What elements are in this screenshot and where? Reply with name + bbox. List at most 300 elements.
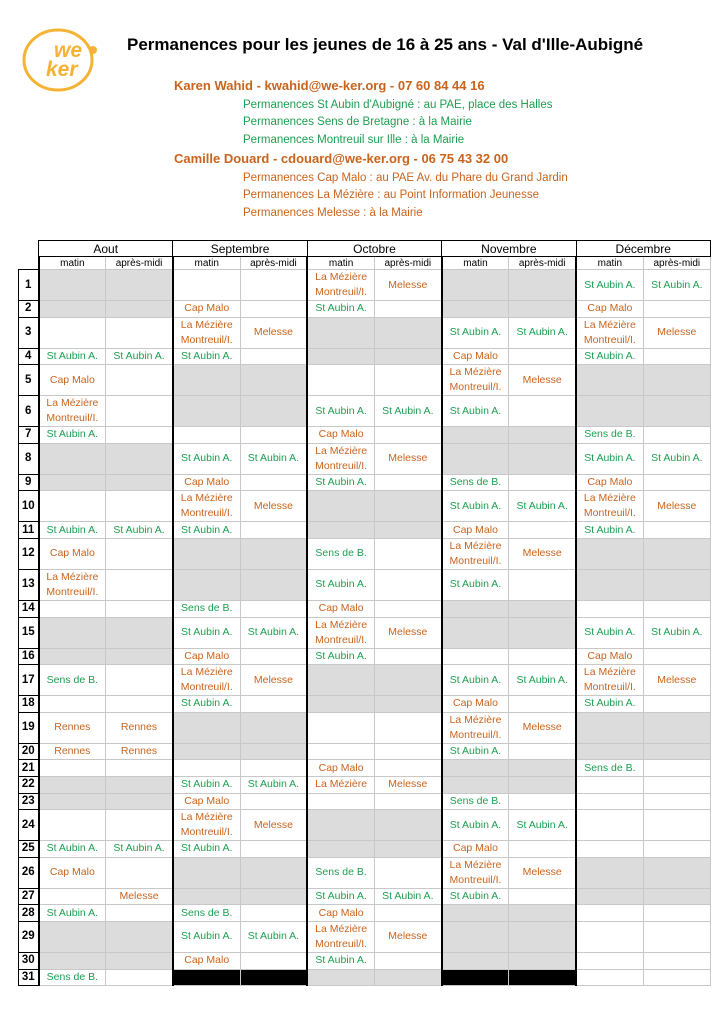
cell-apres-midi — [509, 522, 576, 539]
cell-apres-midi — [240, 348, 307, 365]
cell-apres-midi — [374, 793, 441, 810]
subheader-apres-midi: après-midi — [509, 257, 576, 270]
cell-apres-midi — [240, 743, 307, 760]
cell-matin: Cap Malo — [442, 696, 509, 713]
subheader-apres-midi: après-midi — [643, 257, 710, 270]
cell-apres-midi: Melesse — [240, 665, 307, 696]
cell-apres-midi — [643, 474, 710, 491]
cell-apres-midi — [106, 365, 173, 396]
cell-apres-midi — [643, 905, 710, 922]
page-title: Permanences pour les jeunes de 16 à 25 ans - Val d'Ille-Aubigné — [127, 35, 644, 54]
cell-matin — [576, 569, 643, 600]
cell-apres-midi — [374, 665, 441, 696]
cell-matin — [576, 888, 643, 905]
cell-matin: La Mézière Montreuil/I. — [173, 491, 240, 522]
cell-apres-midi — [240, 600, 307, 617]
cell-matin — [576, 793, 643, 810]
day-number: 27 — [19, 888, 39, 905]
day-number: 10 — [19, 491, 39, 522]
cell-apres-midi — [240, 474, 307, 491]
cell-apres-midi — [643, 952, 710, 969]
cell-matin — [307, 743, 374, 760]
cell-apres-midi: Melesse — [509, 712, 576, 743]
cell-matin — [442, 301, 509, 318]
day-row — [19, 760, 711, 777]
cell-apres-midi: St Aubin A. — [240, 921, 307, 952]
cell-matin: Cap Malo — [442, 522, 509, 539]
month-header: Aout — [39, 241, 173, 257]
cell-matin — [173, 270, 240, 301]
day-number: 18 — [19, 696, 39, 713]
cell-apres-midi — [106, 301, 173, 318]
cell-matin: Sens de B. — [307, 538, 374, 569]
day-number: 23 — [19, 793, 39, 810]
cell-apres-midi: Melesse — [374, 270, 441, 301]
cell-apres-midi — [240, 952, 307, 969]
day-row — [19, 538, 711, 569]
cell-apres-midi — [106, 443, 173, 474]
cell-apres-midi: Melesse — [374, 776, 441, 793]
cell-apres-midi — [374, 969, 441, 986]
cell-matin — [173, 427, 240, 444]
cell-matin — [442, 443, 509, 474]
cell-apres-midi: Rennes — [106, 712, 173, 743]
cell-matin: Cap Malo — [39, 857, 106, 888]
cell-apres-midi — [240, 396, 307, 427]
cell-matin: St Aubin A. — [307, 648, 374, 665]
cell-apres-midi: St Aubin A. — [643, 270, 710, 301]
cell-matin — [39, 776, 106, 793]
day-number: 25 — [19, 841, 39, 858]
cell-apres-midi — [240, 365, 307, 396]
cell-apres-midi — [106, 921, 173, 952]
cell-apres-midi — [374, 538, 441, 569]
cell-apres-midi — [509, 600, 576, 617]
day-number: 21 — [19, 760, 39, 777]
cell-matin: Cap Malo — [173, 793, 240, 810]
cell-apres-midi — [374, 952, 441, 969]
cell-matin: St Aubin A. — [442, 491, 509, 522]
cell-apres-midi — [643, 712, 710, 743]
cell-matin — [173, 888, 240, 905]
day-number: 22 — [19, 776, 39, 793]
cell-apres-midi — [643, 841, 710, 858]
cell-matin: La Mézière Montreuil/I. — [442, 365, 509, 396]
cell-matin — [576, 776, 643, 793]
cell-apres-midi: St Aubin A. — [240, 776, 307, 793]
day-number: 12 — [19, 538, 39, 569]
month-header-row — [19, 241, 711, 257]
cell-apres-midi: St Aubin A. — [106, 348, 173, 365]
day-number: 24 — [19, 810, 39, 841]
cell-apres-midi — [106, 905, 173, 922]
cell-apres-midi — [106, 317, 173, 348]
cell-apres-midi: St Aubin A. — [374, 396, 441, 427]
cell-matin: Rennes — [39, 743, 106, 760]
cell-matin: La Mézière Montreuil/I. — [173, 810, 240, 841]
cell-matin: Cap Malo — [576, 648, 643, 665]
cell-apres-midi — [106, 569, 173, 600]
cell-apres-midi: St Aubin A. — [643, 617, 710, 648]
day-row — [19, 474, 711, 491]
day-row — [19, 617, 711, 648]
day-number: 11 — [19, 522, 39, 539]
day-row — [19, 427, 711, 444]
cell-apres-midi — [509, 776, 576, 793]
day-number: 14 — [19, 600, 39, 617]
permanence-calendar — [18, 240, 711, 986]
cell-matin — [576, 600, 643, 617]
cell-apres-midi — [106, 648, 173, 665]
cell-apres-midi — [240, 793, 307, 810]
cell-apres-midi: Melesse — [240, 491, 307, 522]
cell-matin: La Mézière Montreuil/I. — [576, 317, 643, 348]
day-row — [19, 665, 711, 696]
cell-apres-midi: St Aubin A. — [643, 443, 710, 474]
contact-name-karen: Karen Wahid - kwahid@we-ker.org - 07 60 84 44 16 — [174, 78, 485, 93]
cell-matin: La Mézière Montreuil/I. — [39, 396, 106, 427]
cell-apres-midi — [509, 888, 576, 905]
cell-apres-midi: St Aubin A. — [106, 841, 173, 858]
cell-apres-midi: Melesse — [643, 665, 710, 696]
cell-apres-midi — [643, 348, 710, 365]
cell-matin: Cap Malo — [307, 600, 374, 617]
cell-matin: Sens de B. — [442, 793, 509, 810]
subheader-matin: matin — [173, 257, 240, 270]
cell-matin: St Aubin A. — [576, 617, 643, 648]
cell-matin: La Mézière Montreuil/I. — [173, 317, 240, 348]
cell-apres-midi — [106, 760, 173, 777]
cell-matin: Sens de B. — [307, 857, 374, 888]
day-row — [19, 776, 711, 793]
day-row — [19, 396, 711, 427]
cell-apres-midi — [643, 810, 710, 841]
cell-apres-midi — [643, 569, 710, 600]
cell-matin: La Mézière Montreuil/I. — [307, 921, 374, 952]
cell-matin: Cap Malo — [442, 841, 509, 858]
cell-matin: Sens de B. — [173, 905, 240, 922]
corner-cell — [19, 241, 39, 257]
cell-matin: St Aubin A. — [307, 888, 374, 905]
cell-matin: Cap Malo — [173, 474, 240, 491]
day-row — [19, 443, 711, 474]
cell-matin — [442, 617, 509, 648]
cell-matin — [39, 317, 106, 348]
cell-apres-midi — [374, 317, 441, 348]
subheader-matin: matin — [39, 257, 106, 270]
day-row — [19, 648, 711, 665]
day-row — [19, 841, 711, 858]
cell-apres-midi — [374, 810, 441, 841]
cell-apres-midi — [240, 888, 307, 905]
cell-matin — [576, 396, 643, 427]
cell-apres-midi — [643, 743, 710, 760]
cell-matin — [576, 921, 643, 952]
cell-apres-midi — [509, 569, 576, 600]
cell-apres-midi — [374, 857, 441, 888]
svg-text:we: we — [54, 39, 83, 62]
cell-matin: La Mézière Montreuil/I. — [307, 270, 374, 301]
cell-matin: St Aubin A. — [39, 522, 106, 539]
day-number: 30 — [19, 952, 39, 969]
cell-matin: Sens de B. — [39, 969, 106, 986]
cell-matin — [39, 888, 106, 905]
cell-apres-midi — [106, 776, 173, 793]
cell-apres-midi: St Aubin A. — [509, 317, 576, 348]
cell-matin: St Aubin A. — [442, 396, 509, 427]
cell-apres-midi — [509, 696, 576, 713]
day-number: 28 — [19, 905, 39, 922]
cell-apres-midi: Melesse — [643, 317, 710, 348]
cell-apres-midi: St Aubin A. — [106, 522, 173, 539]
cell-apres-midi — [509, 743, 576, 760]
cell-matin: Sens de B. — [576, 427, 643, 444]
cell-apres-midi — [509, 921, 576, 952]
cell-apres-midi: Melesse — [509, 538, 576, 569]
cell-matin — [39, 696, 106, 713]
day-number: 9 — [19, 474, 39, 491]
subheader-apres-midi: après-midi — [240, 257, 307, 270]
cell-apres-midi: St Aubin A. — [509, 665, 576, 696]
cell-matin — [442, 600, 509, 617]
cell-apres-midi — [240, 696, 307, 713]
cell-matin: La Mézière Montreuil/I. — [442, 538, 509, 569]
cell-matin — [39, 760, 106, 777]
cell-matin: La Mézière Montreuil/I. — [39, 569, 106, 600]
cell-apres-midi — [509, 905, 576, 922]
cell-matin: St Aubin A. — [173, 776, 240, 793]
cell-matin — [442, 969, 509, 986]
cell-matin — [39, 443, 106, 474]
cell-apres-midi — [374, 743, 441, 760]
cell-apres-midi — [509, 396, 576, 427]
cell-matin — [173, 538, 240, 569]
cell-matin: St Aubin A. — [576, 348, 643, 365]
cell-matin — [442, 760, 509, 777]
cell-apres-midi — [240, 712, 307, 743]
cell-apres-midi: Melesse — [509, 365, 576, 396]
cell-matin — [307, 522, 374, 539]
cell-apres-midi — [374, 301, 441, 318]
cell-matin — [39, 810, 106, 841]
cell-matin: Cap Malo — [173, 952, 240, 969]
cell-apres-midi — [374, 474, 441, 491]
cell-matin — [39, 270, 106, 301]
cell-apres-midi — [106, 696, 173, 713]
day-number: 8 — [19, 443, 39, 474]
cell-matin — [39, 648, 106, 665]
cell-matin — [576, 905, 643, 922]
day-row — [19, 348, 711, 365]
day-row — [19, 888, 711, 905]
cell-matin — [39, 301, 106, 318]
cell-matin — [173, 760, 240, 777]
cell-apres-midi: St Aubin A. — [509, 810, 576, 841]
cell-apres-midi — [240, 760, 307, 777]
cell-matin: La Mézière Montreuil/I. — [442, 857, 509, 888]
cell-apres-midi — [106, 491, 173, 522]
day-row — [19, 921, 711, 952]
cell-apres-midi — [240, 538, 307, 569]
cell-apres-midi — [643, 793, 710, 810]
subheader-matin: matin — [442, 257, 509, 270]
cell-matin — [307, 665, 374, 696]
day-row — [19, 365, 711, 396]
cell-matin — [576, 743, 643, 760]
cell-apres-midi — [240, 648, 307, 665]
cell-matin: Cap Malo — [307, 760, 374, 777]
cell-apres-midi — [106, 857, 173, 888]
cell-matin: Cap Malo — [173, 648, 240, 665]
cell-apres-midi — [643, 857, 710, 888]
cell-apres-midi — [643, 600, 710, 617]
cell-matin — [39, 921, 106, 952]
day-row — [19, 793, 711, 810]
cell-matin: St Aubin A. — [173, 841, 240, 858]
cell-matin: Cap Malo — [576, 301, 643, 318]
cell-apres-midi — [643, 538, 710, 569]
cell-apres-midi — [240, 270, 307, 301]
cell-apres-midi — [509, 617, 576, 648]
cell-matin: Cap Malo — [39, 538, 106, 569]
cell-matin: La Mézière Montreuil/I. — [307, 617, 374, 648]
cell-apres-midi — [106, 793, 173, 810]
cell-matin: La Mézière Montreuil/I. — [576, 665, 643, 696]
day-row — [19, 743, 711, 760]
day-row — [19, 696, 711, 713]
subheader-apres-midi: après-midi — [106, 257, 173, 270]
cell-matin: Sens de B. — [442, 474, 509, 491]
cell-matin: St Aubin A. — [173, 921, 240, 952]
cell-apres-midi — [509, 793, 576, 810]
cell-apres-midi: Melesse — [643, 491, 710, 522]
day-number: 19 — [19, 712, 39, 743]
cell-apres-midi — [509, 443, 576, 474]
cell-matin — [576, 841, 643, 858]
day-number: 2 — [19, 301, 39, 318]
cell-matin — [307, 810, 374, 841]
camille-line-1: Permanences Cap Malo : au PAE Av. du Phare du Grand Jardin — [243, 172, 568, 184]
cell-apres-midi — [374, 348, 441, 365]
cell-matin: St Aubin A. — [307, 301, 374, 318]
cell-matin: St Aubin A. — [576, 522, 643, 539]
cell-apres-midi — [643, 522, 710, 539]
day-row — [19, 952, 711, 969]
day-row — [19, 712, 711, 743]
cell-matin — [307, 712, 374, 743]
cell-apres-midi — [643, 648, 710, 665]
cell-matin — [576, 810, 643, 841]
day-number: 29 — [19, 921, 39, 952]
cell-matin — [307, 841, 374, 858]
cell-matin: St Aubin A. — [576, 270, 643, 301]
day-row — [19, 905, 711, 922]
cell-apres-midi — [509, 969, 576, 986]
cell-matin — [576, 365, 643, 396]
day-number: 15 — [19, 617, 39, 648]
contact-name-camille: Camille Douard - cdouard@we-ker.org - 06 75 43 32 00 — [174, 151, 509, 166]
cell-matin: St Aubin A. — [39, 348, 106, 365]
cell-apres-midi — [106, 474, 173, 491]
cell-apres-midi — [240, 569, 307, 600]
cell-matin: St Aubin A. — [39, 841, 106, 858]
cell-matin — [307, 491, 374, 522]
cell-apres-midi — [374, 712, 441, 743]
cell-matin — [576, 969, 643, 986]
cell-apres-midi — [509, 474, 576, 491]
day-number: 3 — [19, 317, 39, 348]
corner-cell — [19, 257, 39, 270]
cell-apres-midi — [374, 905, 441, 922]
cell-matin — [173, 712, 240, 743]
cell-apres-midi — [374, 569, 441, 600]
cell-matin — [307, 365, 374, 396]
cell-matin: Cap Malo — [173, 301, 240, 318]
cell-matin: St Aubin A. — [39, 905, 106, 922]
cell-apres-midi — [374, 696, 441, 713]
cell-apres-midi — [240, 301, 307, 318]
cell-apres-midi — [106, 396, 173, 427]
cell-matin: La Mézière Montreuil/I. — [442, 712, 509, 743]
karen-line-1: Permanences St Aubin d'Aubigné : au PAE, place des Halles — [243, 99, 553, 111]
cell-apres-midi — [374, 365, 441, 396]
cell-matin: Cap Malo — [39, 365, 106, 396]
cell-matin: St Aubin A. — [307, 952, 374, 969]
karen-line-2: Permanences Sens de Bretagne : à la Mairie — [243, 116, 472, 128]
cell-apres-midi — [643, 696, 710, 713]
cell-matin — [442, 427, 509, 444]
cell-apres-midi — [240, 969, 307, 986]
cell-matin: La Mézière Montreuil/I. — [576, 491, 643, 522]
cell-matin — [39, 474, 106, 491]
cell-apres-midi: Melesse — [509, 857, 576, 888]
cell-matin — [576, 538, 643, 569]
cell-matin — [307, 317, 374, 348]
cell-matin: Cap Malo — [576, 474, 643, 491]
cell-matin: Cap Malo — [307, 905, 374, 922]
cell-apres-midi — [374, 648, 441, 665]
day-number: 6 — [19, 396, 39, 427]
cell-matin: St Aubin A. — [442, 317, 509, 348]
month-header: Octobre — [307, 241, 441, 257]
cell-matin: St Aubin A. — [576, 443, 643, 474]
cell-apres-midi — [374, 522, 441, 539]
cell-matin — [576, 952, 643, 969]
cell-matin — [307, 348, 374, 365]
cell-apres-midi — [509, 760, 576, 777]
cell-matin: Sens de B. — [39, 665, 106, 696]
cell-matin: Cap Malo — [442, 348, 509, 365]
day-number: 4 — [19, 348, 39, 365]
cell-matin: St Aubin A. — [442, 569, 509, 600]
cell-apres-midi — [643, 776, 710, 793]
subheader-apres-midi: après-midi — [374, 257, 441, 270]
day-row — [19, 969, 711, 986]
cell-matin — [173, 743, 240, 760]
cell-matin: St Aubin A. — [442, 888, 509, 905]
cell-apres-midi: St Aubin A. — [374, 888, 441, 905]
cell-matin: La Mézière — [307, 776, 374, 793]
day-row — [19, 522, 711, 539]
day-number: 20 — [19, 743, 39, 760]
day-row — [19, 569, 711, 600]
cell-matin: St Aubin A. — [442, 665, 509, 696]
cell-matin: St Aubin A. — [173, 617, 240, 648]
cell-matin — [39, 600, 106, 617]
cell-matin — [173, 569, 240, 600]
cell-matin: La Mézière Montreuil/I. — [307, 443, 374, 474]
subheader-matin: matin — [576, 257, 643, 270]
